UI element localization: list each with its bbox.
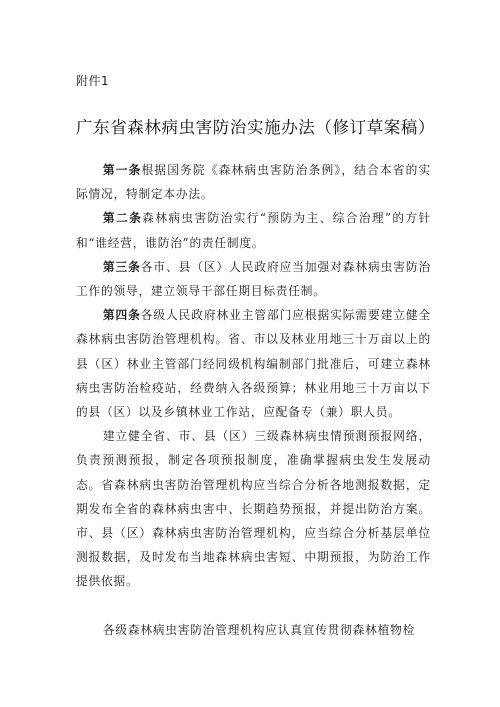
article-3 xyxy=(76,255,431,303)
document-body xyxy=(76,158,431,642)
attachment-label: 附件1 xyxy=(76,74,110,88)
article-2 xyxy=(76,206,431,254)
article-text: 根据国务院《森林病虫害防治条例》，结合本省的实际情况，特制定本办法。 xyxy=(76,163,431,202)
article-1 xyxy=(76,158,431,206)
article-label: 第三条 xyxy=(102,259,141,274)
article-label: 第四条 xyxy=(102,308,141,323)
article-text: 森林病虫害防治实行“预防为主、综合治理”的方针和“谁经营，谁防治”的责任制度。 xyxy=(76,211,431,250)
article-text: 各级人民政府林业主管部门应根据实际需要建立健全森林病虫害防治管理机构。省、市以及林业用地三十万亩以上的县（区）林业主管部门经同级机构编制部门批准后，可建立森林病虫害防治检疫站，经费纳入各级预算；林业用地三十万亩以下的县（区）以及乡镇林业工作站，应配备专（兼）职人员。 xyxy=(76,308,431,420)
document-title: 广东省森林病虫害防治实施办法（修订草案稿） xyxy=(76,118,436,137)
body-paragraph: 各级森林病虫害防治管理机构应认真宣传贯彻森林植物检 xyxy=(102,622,416,637)
article-label: 第二条 xyxy=(102,211,143,226)
article-4 xyxy=(76,303,431,424)
article-text: 各市、县（区）人民政府应当加强对森林病虫害防治工作的领导，建立领导干部任期目标责任制。 xyxy=(76,259,431,299)
paragraph-spacer xyxy=(76,594,431,618)
body-paragraph: 建立健全省、市、县（区）三级森林病虫情预测预报网络，负责预测预报，制定各项预报制度，准确掌握病虫发生发展动态。省森林病虫害防治管理机构应当综合分析各地测报数据，定期发布全省的森林病虫害中、长期趋势预报，并提出防治方案。市、县（区）森林病虫害防治管理机构，应当综合分析基层单位测报数据，及时发布当地森林病虫害短、中期预报，为防治工作提供依据。 xyxy=(76,429,431,589)
article-label: 第一条 xyxy=(102,163,142,177)
